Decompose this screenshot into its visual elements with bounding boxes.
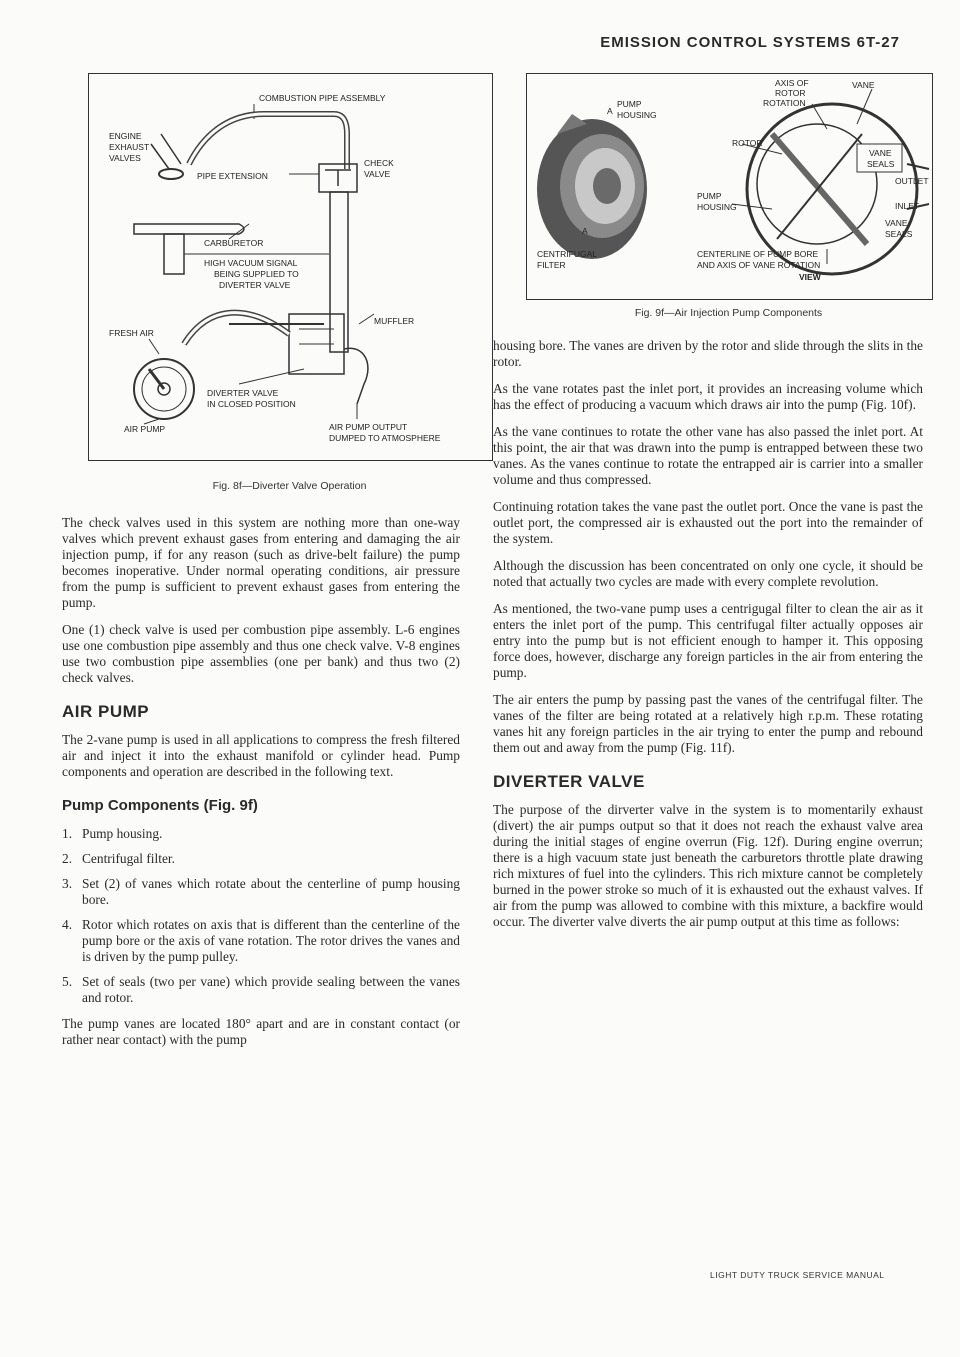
list-item: 2. Centrifugal filter. <box>62 851 175 866</box>
label-dumped-to-atmosphere: DUMPED TO ATMOSPHERE <box>329 433 441 443</box>
page-footer: LIGHT DUTY TRUCK SERVICE MANUAL <box>710 1270 885 1280</box>
label-exhaust: EXHAUST <box>109 142 150 152</box>
list-item: 3. Set (2) of vanes which rotate about the centerline of pump housing bore. <box>62 876 460 907</box>
paragraph: One (1) check valve is used per combustion pipe assembly. L-6 engines use one combustion pipe assembly and thus one check valve. V-8 engines use two combustion pipe assemblies (one per bank) and thus two (2) check valves. <box>62 622 460 685</box>
label-in-closed-position: IN CLOSED POSITION <box>207 399 296 409</box>
section-heading-air-pump: AIR PUMP <box>62 702 150 721</box>
label-carburetor: CARBURETOR <box>204 238 264 248</box>
label-engine: ENGINE <box>109 131 142 141</box>
figure-air-injection-pump <box>526 73 933 300</box>
paragraph: The pump vanes are located 180° apart and are in constant contact (or rather near contact) with the pump <box>62 1016 460 1047</box>
paragraph: As mentioned, the two-vane pump uses a centrigugal filter to clean the air as it enters the inlet port of the pump. This centrifugal filter actually opposes air entry into the pump but is not efficient enough to hamper it. This opposing force does, however, discharge any foreign particles in the air from entering the pump. <box>493 601 923 680</box>
figure-caption: Fig. 8f—Diverter Valve Operation <box>212 480 367 492</box>
label-a-bottom: A <box>582 226 588 236</box>
left-column <box>62 515 460 1059</box>
label-air-pump: AIR PUMP <box>124 424 166 434</box>
label-pump-2: PUMP <box>697 191 722 201</box>
label-valves: VALVES <box>109 153 141 163</box>
subsection-heading-pump-components: Pump Components (Fig. 9f) <box>62 797 258 814</box>
label-air-pump-output: AIR PUMP OUTPUT <box>329 422 408 432</box>
paragraph: Continuing rotation takes the vane past the outlet port. Once the vane is past the outlet port, the compressed air is exhausted out the port into the remainder of the system. <box>493 499 923 546</box>
list-item: 5. Set of seals (two per vane) which provide sealing between the vanes and rotor. <box>62 974 460 1005</box>
label-pipe-extension: PIPE EXTENSION <box>197 171 268 181</box>
label-view: VIEW <box>799 272 821 282</box>
label-inlet: INLET <box>895 201 920 211</box>
label-centrifugal: CENTRIFUGAL <box>537 249 597 259</box>
paragraph: The 2-vane pump is used in all applications to compress the fresh filtered air and inject it into the exhaust manifold or cylinder head. Pump components and operation are described in the following text. <box>62 732 460 779</box>
label-valve: VALVE <box>364 169 391 179</box>
right-column <box>493 338 923 941</box>
figure-diverter-valve-operation <box>88 73 493 461</box>
label-diverter-valve: DIVERTER VALVE <box>207 388 279 398</box>
page-header: EMISSION CONTROL SYSTEMS 6T-27 <box>600 34 900 51</box>
paragraph: The purpose of the dirverter valve in the system is to momentarily exhaust (divert) the air pumps output so that it does not reach the exhaust valve area during the initial stages of engine overrun (Fig. 12f). During engine overrun; there is a high vacuum state just beneath the carburetors throttle plate drawing rich mixtures of fuel into the cylinders. This rich mixture cannot be completely burned in the power stroke so much of it is exhausted out the exhaust valves. If air from the pump was allowed to combine with this mixture, a backfire would occur. The diverter valve diverts the air pump output at this time as follows: <box>493 802 923 929</box>
label-vane-2: VANE <box>885 218 908 228</box>
paragraph: Although the discussion has been concentrated on only one cycle, it should be noted that actually two cycles are made with every complete revolution. <box>493 558 923 589</box>
label-outlet: OUTLET <box>895 176 929 186</box>
label-housing: HOUSING <box>617 110 657 120</box>
label-being-supplied: BEING SUPPLIED TO <box>214 269 299 279</box>
pump-housing-illustration <box>537 114 647 259</box>
label-check: CHECK <box>364 158 394 168</box>
label-centerline: CENTERLINE OF PUMP BORE <box>697 249 819 259</box>
label-and-axis: AND AXIS OF VANE ROTATION <box>697 260 821 270</box>
paragraph: As the vane continues to rotate the other vane has also passed the inlet port. At this point, the air that was drawn into the pump is entrapped between these two vanes. As the vanes continue to rotate the entrapped air is carrier into a smaller volume and thus compressed. <box>493 424 923 487</box>
paragraph: The check valves used in this system are nothing more than one-way valves which prevent exhaust gases from entering and damaging the air injection pump, if for any reason (such as drive-belt failure) the pump becomes inoperative. Under normal operating conditions, air pressure from the pump is sufficient to prevent exhaust gases from entering the pump. <box>62 515 460 610</box>
label-rotor: ROTOR <box>732 138 763 148</box>
label-fresh-air: FRESH AIR <box>109 328 154 338</box>
paragraph: housing bore. The vanes are driven by the rotor and slide through the slits in the rotor. <box>493 338 923 369</box>
label-high-vacuum: HIGH VACUUM SIGNAL <box>204 258 298 268</box>
label-vane-seals-1: VANE <box>869 148 892 158</box>
diverter-valve-diagram <box>89 74 492 460</box>
label-combustion-pipe-assembly: COMBUSTION PIPE ASSEMBLY <box>259 93 386 103</box>
paragraph: The air enters the pump by passing past the vanes of the centrifugal filter. The vanes of the filter are being rotated at a relatively high r.p.m. These rotating vanes hit any foreign particles in the air trying to enter the pump and rebound them out and away from the pump (Fig. 11f). <box>493 692 923 755</box>
section-heading-diverter-valve: DIVERTER VALVE <box>493 772 645 791</box>
label-rotor-top: ROTOR <box>775 88 806 98</box>
label-pump: PUMP <box>617 99 642 109</box>
label-seals-2: SEALS <box>885 229 913 239</box>
list-item: 1. Pump housing. <box>62 826 163 841</box>
label-seals-1: SEALS <box>867 159 895 169</box>
label-muffler: MUFFLER <box>374 316 415 326</box>
label-rotation: ROTATION <box>763 98 806 108</box>
list-item: 4. Rotor which rotates on axis that is different than the centerline of the pump bore or the axis of vane rotation. The rotor drives the vanes and is driven by the pump pulley. <box>62 917 460 964</box>
figure-caption: Fig. 9f—Air Injection Pump Components <box>634 307 823 319</box>
label-a-top: A <box>607 106 613 116</box>
paragraph: As the vane rotates past the inlet port, it provides an increasing volume which has the effect of producing a vacuum which draws air into the pump (Fig. 10f). <box>493 381 923 412</box>
label-housing-2: HOUSING <box>697 202 737 212</box>
air-pump-diagram <box>527 74 932 299</box>
label-vane: VANE <box>852 80 875 90</box>
label-axis-of: AXIS OF <box>775 78 809 88</box>
label-filter: FILTER <box>537 260 566 270</box>
component-list <box>62 826 460 1006</box>
label-diverter-valve-top: DIVERTER VALVE <box>219 280 291 290</box>
